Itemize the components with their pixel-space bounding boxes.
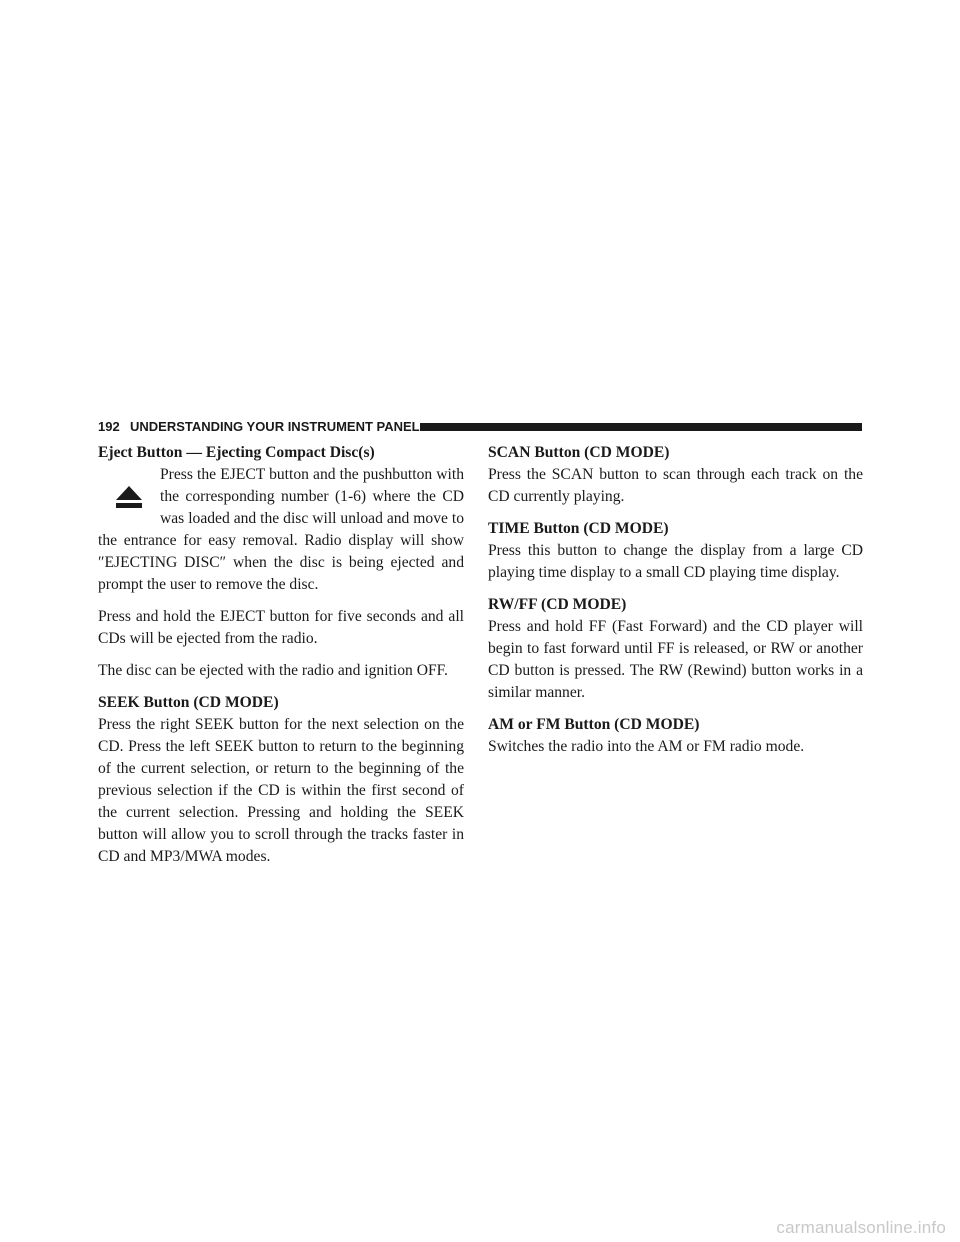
rwff-heading: RW/FF (CD MODE): [488, 596, 627, 613]
amfm-paragraph: Switches the radio into the AM or FM radio mode.: [488, 738, 805, 755]
amfm-heading: AM or FM Button (CD MODE): [488, 716, 700, 733]
eject-icon: [98, 464, 160, 530]
rwff-paragraph: Press and hold FF (Fast Forward) and the CD player will begin to fast forward until FF is released, or RW or another CD button is pressed. The RW (Rewind) button works in a similar manner.: [488, 618, 863, 701]
left-column: [98, 442, 464, 878]
header-rule: [420, 423, 862, 431]
scan-paragraph: Press the SCAN button to scan through each track on the CD currently playing.: [488, 466, 863, 505]
page-number: 192: [98, 419, 120, 434]
eject-heading: Eject Button — Ejecting Compact Disc(s): [98, 444, 375, 461]
eject-paragraph: Press the EJECT button and the pushbutton with the corresponding number (1-6) where the CD was loaded and the disc will unload and move to the entrance for easy removal. Radio display will show ″EJECTING DISC″ when the disc is being ejected and prompt the user to remove the disc.: [98, 466, 464, 593]
eject-section: [98, 464, 464, 596]
seek-paragraph: Press the right SEEK button for the next selection on the CD. Press the left SEEK button to return to the beginning of the current selection, or return to the beginning of the previous selection if the CD is within the first second of the current selection. Pressing and holding the SEEK button will allow you to scroll through the tracks faster in CD and MP3/MWA modes.: [98, 716, 464, 865]
seek-heading: SEEK Button (CD MODE): [98, 694, 279, 711]
right-column: [488, 442, 863, 768]
time-heading: TIME Button (CD MODE): [488, 520, 669, 537]
page-header: [98, 418, 862, 436]
scan-heading: SCAN Button (CD MODE): [488, 444, 670, 461]
time-paragraph: Press this button to change the display from a large CD playing time display to a small CD playing time display.: [488, 542, 863, 581]
eject-hold-paragraph: Press and hold the EJECT button for five seconds and all CDs will be ejected from the radio.: [98, 608, 464, 647]
section-title: UNDERSTANDING YOUR INSTRUMENT PANEL: [130, 419, 420, 434]
watermark: carmanualsonline.info: [776, 1218, 946, 1237]
eject-off-paragraph: The disc can be ejected with the radio and ignition OFF.: [98, 662, 448, 679]
